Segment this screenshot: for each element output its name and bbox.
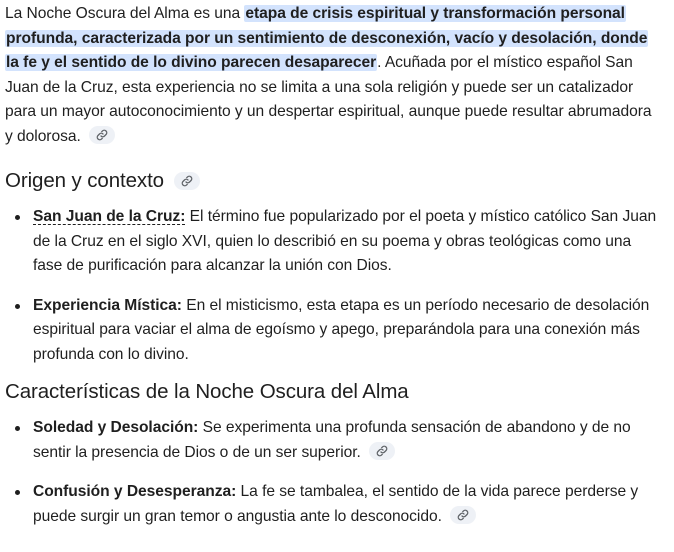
list-item-text: El término fue popularizado por el poeta y místico católico San Juan de la Cruz en el siglo XVI, quien lo describió en su poema y obras teológicas como una fase de purificación para alcanzar la unión con Dios.: [33, 208, 657, 274]
list-item: [5, 480, 662, 529]
bullet-dot: [15, 215, 20, 220]
list-item-text: En el misticismo, esta etapa es un período necesario de desolación espiritual para vaciar el alma de egoísmo y apego, preparándola para una conexión más profunda con lo divino.: [33, 296, 650, 363]
origen-list: [5, 205, 662, 367]
link-icon: [457, 509, 469, 521]
link-icon: [376, 445, 388, 457]
section-title-caracteristicas: Características de la Noche Oscura del Alma: [5, 380, 409, 403]
list-item-term: Soledad y Desolación:: [33, 419, 199, 436]
section-title-origen: Origen y contexto: [5, 169, 164, 192]
intro-highlight[interactable]: etapa de crisis espiritual y transformación personal profunda, caracterizada por un sentimiento de desconexión, vacío y desolación, donde la fe y el sentido de lo divino parecen desaparecer: [6, 5, 648, 71]
source-link-button[interactable]: [89, 126, 115, 144]
source-link-button[interactable]: [174, 172, 200, 190]
list-item: [5, 205, 662, 279]
list-item-text: La fe se tambalea, el sentido de la vida parece perderse y puede surgir un gran temor o angustia ante lo desconocido.: [33, 483, 639, 525]
intro-text-after: . Acuñada por el místico español San Juan de la Cruz, esta experiencia no se limita a una sola religión y puede ser un catalizador para un mayor autoconocimiento y un despertar espiritual, aunque puede resultar abrumadora y dolorosa.: [5, 54, 652, 145]
source-link-button[interactable]: [450, 506, 476, 524]
intro-paragraph: [5, 0, 662, 149]
bullet-dot: [15, 490, 20, 495]
list-item-term: Confusión y Desesperanza:: [33, 483, 237, 500]
list-item: [5, 416, 662, 465]
bullet-dot: [15, 426, 20, 431]
list-item-text: Se experimenta una profunda sensación de abandono y de no sentir la presencia de Dios o de un ser superior.: [33, 419, 631, 461]
list-item: [5, 294, 662, 368]
section-heading-caracteristicas: [5, 378, 662, 406]
caracteristicas-list: [5, 416, 662, 529]
list-item-term: Experiencia Mística:: [33, 296, 182, 314]
link-icon: [181, 175, 193, 187]
source-link-button[interactable]: [369, 442, 395, 460]
link-icon: [96, 129, 108, 141]
list-item-term-link[interactable]: San Juan de la Cruz:: [33, 208, 186, 225]
section-heading-origen: [5, 167, 662, 195]
bullet-dot: [15, 304, 20, 309]
intro-text-before: La Noche Oscura del Alma es una: [5, 5, 245, 22]
